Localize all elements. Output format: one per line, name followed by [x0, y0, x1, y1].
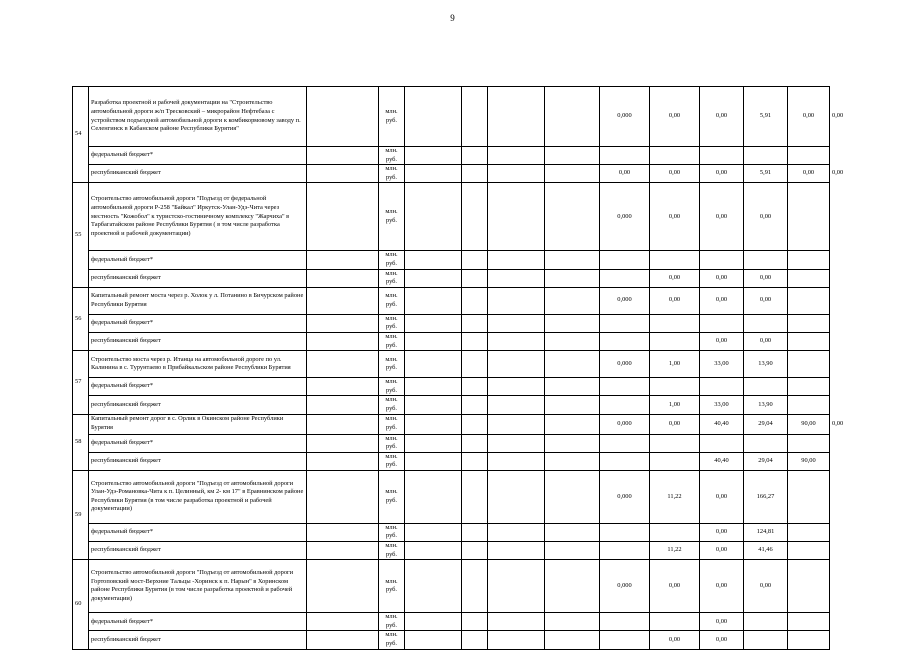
value-cell — [545, 332, 600, 350]
unit-cell: млн. руб. — [379, 470, 405, 523]
value-cell: 0,00 — [650, 287, 700, 314]
table-row-republic: республиканский бюджет млн. руб. 0,00 0,00 0,00 5,91 0,00 0,00 — [73, 165, 830, 183]
value-cell: 0,00 — [700, 183, 744, 251]
republic-budget-label: республиканский бюджет — [89, 165, 307, 183]
empty-cell — [307, 165, 379, 183]
value-cell — [650, 523, 700, 541]
federal-budget-label: федеральный бюджет* — [89, 378, 307, 396]
value-cell — [788, 287, 830, 314]
value-cell — [545, 147, 600, 165]
project-name: Строительство автомобильной дороги "Подъезд от автомобильной дороги Гортоповский мост-Верхние Тальцы -Хоринск к п. Нарын" в Хоринском районе Республики Бурятия (в том числе разработка проектной и рабочей документации) — [89, 560, 307, 613]
unit-cell: млн. руб. — [379, 434, 405, 452]
value-cell — [488, 613, 545, 631]
table-row-federal — [73, 523, 830, 541]
value-cell: 0,00 — [744, 332, 788, 350]
value-cell — [650, 378, 700, 396]
value-cell — [788, 523, 830, 541]
unit-cell: млн. руб. — [379, 378, 405, 396]
table-row-federal — [73, 314, 830, 332]
value-cell — [462, 560, 488, 613]
unit-cell: млн. руб. — [379, 165, 405, 183]
republic-budget-label: республиканский бюджет — [89, 332, 307, 350]
value-cell — [545, 396, 600, 414]
table-row: 54 Разработка проектной и рабочей документации на "Строительство автомобильной дороги ж/п Тресковский – микрорайон Нефтебаза с устройством подъездной автомобильной дороги к комбикормовому заводу п. Селенгинск в Кабанском районе Республики Бурятия" млн. руб. 0,000 0,00 0,00 5,91 0,00 0,00 — [73, 87, 830, 147]
empty-cell — [307, 87, 379, 147]
value-cell — [462, 631, 488, 649]
unit-cell: млн. руб. — [379, 147, 405, 165]
table-row-republic — [73, 269, 830, 287]
table-row — [73, 560, 830, 613]
value-cell — [744, 251, 788, 269]
table-row-republic — [73, 452, 830, 470]
federal-budget-label: федеральный бюджет* — [89, 434, 307, 452]
row-number: 57 — [73, 351, 89, 414]
unit-cell: млн. руб. — [379, 287, 405, 314]
value-cell — [650, 251, 700, 269]
unit-cell: млн. руб. — [379, 542, 405, 560]
value-cell: 11,22 — [650, 470, 700, 523]
value-cell — [488, 314, 545, 332]
republic-budget-label: республиканский бюджет — [89, 452, 307, 470]
value-cell — [488, 287, 545, 314]
value-cell — [488, 332, 545, 350]
value-cell — [788, 251, 830, 269]
value-cell: 0,00 — [700, 560, 744, 613]
value-cell — [650, 314, 700, 332]
value-cell — [488, 378, 545, 396]
page-number: 9 — [450, 13, 455, 23]
empty-cell — [307, 542, 379, 560]
value-cell: 33,00 — [700, 396, 744, 414]
value-cell — [405, 269, 462, 287]
value-cell — [788, 378, 830, 396]
value-cell — [650, 434, 700, 452]
value-cell: 13,90 — [744, 396, 788, 414]
unit-cell: млн. руб. — [379, 183, 405, 251]
value-cell — [600, 314, 650, 332]
table-row: 58 Капитальный ремонт дорог в с. Орлик в Окинском районе Республики Бурятия млн. руб. 0,000 0,00 40,40 29,04 90,00 0,00 — [73, 414, 830, 434]
unit-cell: млн. руб. — [379, 523, 405, 541]
value-cell — [600, 434, 650, 452]
value-cell — [788, 314, 830, 332]
value-cell — [462, 87, 488, 147]
row-number: 59 — [73, 470, 89, 559]
value-cell — [488, 269, 545, 287]
value-cell — [488, 165, 545, 183]
value-cell — [405, 378, 462, 396]
value-cell — [788, 351, 830, 378]
value-cell: 90,00 — [788, 414, 830, 434]
value-cell — [488, 396, 545, 414]
value-cell — [405, 332, 462, 350]
value-cell: 0,000 — [600, 470, 650, 523]
value-cell: 11,22 — [650, 542, 700, 560]
empty-cell — [307, 613, 379, 631]
value-cell: 1,00 — [650, 351, 700, 378]
value-cell: 90,00 — [788, 452, 830, 470]
value-cell: 29,04 — [744, 414, 788, 434]
value-cell — [488, 434, 545, 452]
value-cell: 0,00 — [700, 542, 744, 560]
empty-cell — [307, 631, 379, 649]
value-cell — [462, 523, 488, 541]
value-cell: 0,00 — [788, 87, 830, 147]
value-cell — [788, 560, 830, 613]
unit-cell: млн. руб. — [379, 631, 405, 649]
value-cell — [488, 560, 545, 613]
value-cell — [488, 183, 545, 251]
empty-cell — [307, 470, 379, 523]
value-cell — [462, 613, 488, 631]
value-cell — [405, 434, 462, 452]
empty-cell — [307, 287, 379, 314]
value-cell — [488, 470, 545, 523]
value-cell — [600, 332, 650, 350]
value-cell: 0,000 — [600, 351, 650, 378]
value-cell — [788, 434, 830, 452]
value-cell: 0,00 — [650, 87, 700, 147]
value-cell — [405, 613, 462, 631]
value-cell — [600, 147, 650, 165]
empty-cell — [307, 414, 379, 434]
value-cell: 0,000 — [600, 287, 650, 314]
table-row-federal — [73, 613, 830, 631]
value-cell — [600, 452, 650, 470]
value-cell — [545, 351, 600, 378]
value-cell — [700, 314, 744, 332]
table-row — [73, 287, 830, 314]
federal-budget-label: федеральный бюджет* — [89, 251, 307, 269]
value-cell: 0,00 — [700, 523, 744, 541]
value-cell — [744, 434, 788, 452]
value-cell — [462, 314, 488, 332]
value-cell: 0,00 — [650, 269, 700, 287]
table-row — [73, 351, 830, 378]
value-cell — [405, 542, 462, 560]
value-cell: 29,04 — [744, 452, 788, 470]
value-cell — [788, 470, 830, 523]
value-cell — [788, 613, 830, 631]
value-cell: 0,00 — [744, 560, 788, 613]
value-cell — [405, 251, 462, 269]
value-cell — [744, 613, 788, 631]
project-name: Капитальный ремонт моста через р. Холок у л. Потанино в Бичурском районе Республики Бурятия — [89, 287, 307, 314]
value-cell — [788, 147, 830, 165]
value-cell: 0,00 — [650, 183, 700, 251]
value-cell: 0,00 — [744, 287, 788, 314]
value-cell — [700, 251, 744, 269]
value-cell: 0,00 — [700, 631, 744, 649]
table-row-republic — [73, 396, 830, 414]
row-number: 55 — [73, 183, 89, 287]
federal-budget-label: федеральный бюджет* — [89, 147, 307, 165]
value-cell — [488, 452, 545, 470]
value-cell — [744, 378, 788, 396]
unit-cell: млн. руб. — [379, 396, 405, 414]
value-cell: 0,00 — [650, 414, 700, 434]
value-cell — [788, 542, 830, 560]
value-cell: 1,00 — [650, 396, 700, 414]
project-name: Разработка проектной и рабочей документации на "Строительство автомобильной дороги ж/п Тресковский – микрорайон Нефтебаза с устройством подъездной автомобильной дороги к комбикормовому заводу п. Селенгинск в Кабанском районе Республики Бурятия" — [89, 87, 307, 147]
value-cell: 40,40 — [700, 414, 744, 434]
unit-cell: млн. руб. — [379, 452, 405, 470]
value-cell: 0,00 — [744, 269, 788, 287]
value-cell — [545, 287, 600, 314]
value-cell — [545, 523, 600, 541]
value-cell — [545, 613, 600, 631]
empty-cell — [307, 434, 379, 452]
empty-cell — [307, 269, 379, 287]
value-cell — [462, 396, 488, 414]
value-cell: 0,00 — [700, 613, 744, 631]
unit-cell: млн. руб. — [379, 332, 405, 350]
value-cell — [405, 631, 462, 649]
federal-budget-label: федеральный бюджет* — [89, 523, 307, 541]
table-row — [73, 183, 830, 251]
table-row — [73, 470, 830, 523]
value-cell: 40,40 — [700, 452, 744, 470]
value-cell: 0,00 — [650, 165, 700, 183]
unit-cell: млн. руб. — [379, 414, 405, 434]
value-cell — [788, 332, 830, 350]
value-cell: 0,00 — [744, 183, 788, 251]
value-cell — [545, 183, 600, 251]
project-name: Строительство моста через р. Итанца на автомобильной дороге по ул. Калинина в с. Турунтаево в Прибайкальском районе Республики Бурятия — [89, 351, 307, 378]
table-row-republic — [73, 332, 830, 350]
value-cell — [545, 251, 600, 269]
value-cell — [650, 147, 700, 165]
value-cell — [462, 251, 488, 269]
table-row-federal — [73, 147, 830, 165]
value-cell — [488, 87, 545, 147]
empty-cell — [307, 183, 379, 251]
value-cell: 5,91 — [744, 165, 788, 183]
empty-cell — [307, 147, 379, 165]
empty-cell — [307, 523, 379, 541]
empty-cell — [307, 560, 379, 613]
value-cell: 5,91 — [744, 87, 788, 147]
empty-cell — [307, 351, 379, 378]
value-cell — [488, 631, 545, 649]
unit-cell: млн. руб. — [379, 314, 405, 332]
row-number: 54 — [73, 87, 89, 183]
value-cell — [545, 314, 600, 332]
value-cell — [405, 351, 462, 378]
value-cell — [462, 452, 488, 470]
value-cell — [488, 523, 545, 541]
value-cell — [700, 434, 744, 452]
value-cell — [545, 165, 600, 183]
value-cell — [462, 287, 488, 314]
value-cell — [545, 560, 600, 613]
value-cell — [405, 414, 462, 434]
value-cell: 33,00 — [700, 351, 744, 378]
value-cell — [600, 269, 650, 287]
value-cell — [405, 560, 462, 613]
value-cell — [545, 542, 600, 560]
value-cell — [488, 251, 545, 269]
value-cell — [600, 251, 650, 269]
value-cell — [405, 314, 462, 332]
budget-table — [72, 86, 844, 650]
value-cell — [545, 87, 600, 147]
value-cell: 0,00 — [600, 165, 650, 183]
value-cell — [545, 452, 600, 470]
row-number: 56 — [73, 287, 89, 350]
unit-cell: млн. руб. — [379, 269, 405, 287]
value-cell — [405, 87, 462, 147]
value-cell — [600, 613, 650, 631]
value-cell — [462, 147, 488, 165]
value-cell — [650, 452, 700, 470]
value-cell: 0,00 — [650, 560, 700, 613]
value-cell: 0,00 — [788, 165, 830, 183]
value-cell — [545, 378, 600, 396]
unit-cell: млн. руб. — [379, 87, 405, 147]
unit-cell: млн. руб. — [379, 560, 405, 613]
value-cell — [462, 165, 488, 183]
empty-cell — [307, 452, 379, 470]
empty-cell — [307, 251, 379, 269]
value-cell — [545, 269, 600, 287]
value-cell — [488, 414, 545, 434]
republic-budget-label: республиканский бюджет — [89, 631, 307, 649]
value-cell — [462, 332, 488, 350]
value-cell — [744, 314, 788, 332]
value-cell: 0,00 — [700, 470, 744, 523]
value-cell — [462, 378, 488, 396]
value-cell — [405, 287, 462, 314]
value-cell: 0,00 — [700, 87, 744, 147]
unit-cell: млн. руб. — [379, 613, 405, 631]
row-number: 60 — [73, 560, 89, 649]
empty-cell — [307, 378, 379, 396]
value-cell — [600, 396, 650, 414]
project-name: Строительство автомобильной дороги "Подъезд от автомобильной дороги Улан-Удэ-Романовка-Чита к п. Целинный, км 2- км 17" в Еравнинском районе Республики Бурятия (в том числе разработка проектной и рабочей документации) — [89, 470, 307, 523]
value-cell: 0,000 — [600, 560, 650, 613]
value-cell — [788, 631, 830, 649]
value-cell — [744, 147, 788, 165]
republic-budget-label: республиканский бюджет — [89, 269, 307, 287]
empty-cell — [307, 332, 379, 350]
value-cell — [488, 147, 545, 165]
value-cell — [700, 147, 744, 165]
value-cell: 0,000 — [600, 183, 650, 251]
value-cell: 41,46 — [744, 542, 788, 560]
value-cell: 0,00 — [700, 332, 744, 350]
table-row-federal — [73, 251, 830, 269]
value-cell — [405, 523, 462, 541]
empty-cell — [307, 396, 379, 414]
value-cell — [462, 183, 488, 251]
value-cell: 0,000 — [600, 414, 650, 434]
table-row-federal — [73, 434, 830, 452]
project-name: Строительство автомобильной дороги "Подъезд от федеральной автомобильной дороги Р-258 "Байкал" Иркутск-Улан-Удэ-Чита через местность "Кожобол" к туристско-гостиничному комплексу "Жарчиха" в Тарбагатайском районе Республики Бурятия ( в том числе разработка проектной и рабочей документации) — [89, 183, 307, 251]
value-cell: 166,27 — [744, 470, 788, 523]
unit-cell: млн. руб. — [379, 251, 405, 269]
value-cell — [788, 396, 830, 414]
value-cell — [462, 470, 488, 523]
value-cell — [744, 631, 788, 649]
empty-cell — [307, 314, 379, 332]
value-cell — [462, 269, 488, 287]
value-cell: 0,00 — [700, 287, 744, 314]
value-cell — [462, 542, 488, 560]
value-cell — [405, 165, 462, 183]
value-cell — [488, 351, 545, 378]
republic-budget-label: республиканский бюджет — [89, 396, 307, 414]
value-cell — [405, 147, 462, 165]
value-cell — [405, 396, 462, 414]
federal-budget-label: федеральный бюджет* — [89, 613, 307, 631]
value-cell — [788, 269, 830, 287]
value-cell — [405, 452, 462, 470]
value-cell — [650, 613, 700, 631]
value-cell — [462, 434, 488, 452]
table-row-republic — [73, 631, 830, 649]
table-row-federal — [73, 378, 830, 396]
value-cell — [462, 414, 488, 434]
value-cell: 0,000 — [600, 87, 650, 147]
value-cell — [600, 378, 650, 396]
value-cell — [545, 631, 600, 649]
value-cell — [545, 434, 600, 452]
value-cell — [600, 631, 650, 649]
unit-cell: млн. руб. — [379, 351, 405, 378]
value-cell: 13,90 — [744, 351, 788, 378]
project-name: Капитальный ремонт дорог в с. Орлик в Окинском районе Республики Бурятия — [89, 414, 307, 434]
value-cell — [788, 183, 830, 251]
row-number: 58 — [73, 414, 89, 470]
republic-budget-label: республиканский бюджет — [89, 542, 307, 560]
federal-budget-label: федеральный бюджет* — [89, 314, 307, 332]
value-cell — [545, 414, 600, 434]
value-cell: 0,00 — [700, 269, 744, 287]
table-row-republic — [73, 542, 830, 560]
value-cell — [700, 378, 744, 396]
value-cell: 0,00 — [650, 631, 700, 649]
value-cell — [405, 470, 462, 523]
value-cell — [462, 351, 488, 378]
value-cell: 124,81 — [744, 523, 788, 541]
value-cell: 0,00 — [700, 165, 744, 183]
value-cell — [405, 183, 462, 251]
value-cell — [650, 332, 700, 350]
value-cell — [488, 542, 545, 560]
value-cell — [545, 470, 600, 523]
value-cell — [600, 523, 650, 541]
value-cell — [600, 542, 650, 560]
